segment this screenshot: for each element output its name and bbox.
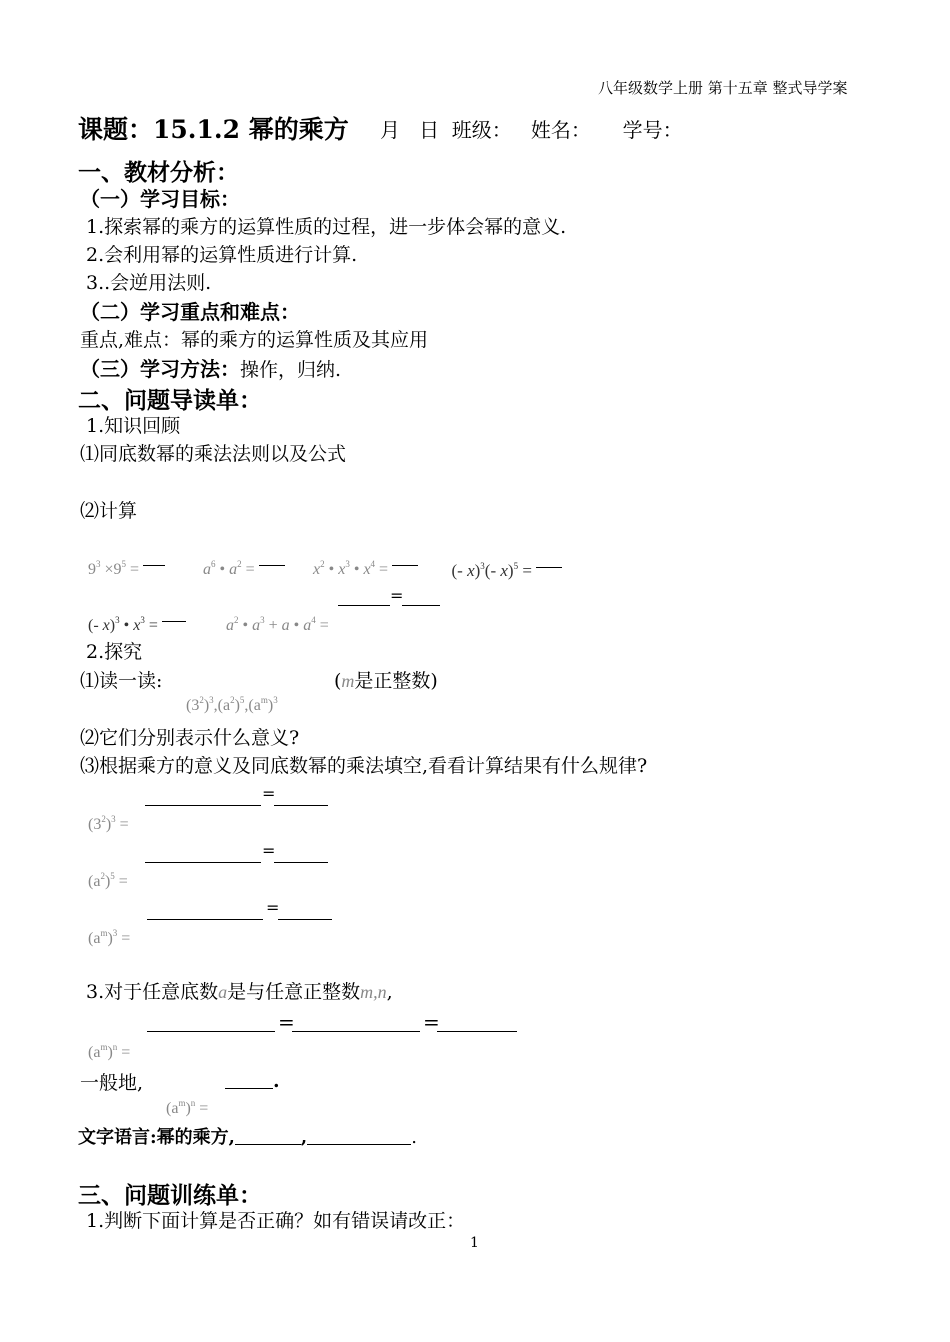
fill-expr-5: $(a^m)^n$ = xyxy=(166,1098,209,1117)
answer-blank[interactable] xyxy=(143,565,165,566)
running-header: 八年级数学上册 第十五章 整式导学案 xyxy=(598,79,848,97)
answer-blank[interactable] xyxy=(274,805,328,806)
equals-sign: = xyxy=(278,1010,295,1034)
calc-expr-1: $9^3 \times 9^5$ = xyxy=(80,541,165,579)
method-line xyxy=(80,353,341,382)
section-1-heading: 一、教材分析： xyxy=(78,159,239,186)
calc-expr-4: (- x)$^3$(- x)$^5$ = xyxy=(443,541,562,581)
item-3: 3.对于任意底数a是与任意正整数m,n, xyxy=(86,981,393,1003)
fill-expr-3: $(a^m)^3$ = xyxy=(88,928,131,947)
words-line: 文字语言:幂的乘方, , . xyxy=(78,1127,417,1148)
answer-blank[interactable] xyxy=(274,862,328,863)
item-2: 2.探究 xyxy=(86,641,143,663)
method-text: 操作，归纳. xyxy=(240,359,342,381)
equals-sign: = xyxy=(390,586,404,605)
equals-sign: = xyxy=(266,898,280,917)
item-2a-suffix: (m是正整数) xyxy=(334,670,438,692)
answer-blank[interactable] xyxy=(145,805,261,806)
answer-blank[interactable] xyxy=(147,1031,275,1032)
calc-expr-6: $a^2$ • $a^3 + a$ • $a^4$ = xyxy=(226,615,329,634)
goal-2: 2.会利用幂的运算性质进行计算. xyxy=(86,244,358,266)
answer-blank[interactable] xyxy=(338,605,390,606)
item-2b: ⑵它们分别表示什么意义? xyxy=(80,727,300,749)
answer-blank[interactable] xyxy=(402,605,440,606)
subsection-goals: （一）学习目标： xyxy=(80,187,240,211)
item-1: 1.知识回顾 xyxy=(86,415,181,437)
answer-blank[interactable] xyxy=(235,1144,301,1145)
section-3-item-1: 1.判断下面计算是否正确？如有错误请改正： xyxy=(86,1210,466,1232)
calc-expr-5: (- x)$^3$ • $x^3$ = xyxy=(80,597,186,635)
item-1b: ⑵计算 xyxy=(80,500,138,522)
words-label: 文字语言:幂的乘方, xyxy=(78,1127,235,1148)
answer-blank[interactable] xyxy=(225,1088,273,1089)
section-2-heading: 二、问题导读单： xyxy=(78,387,262,414)
answer-blank[interactable] xyxy=(145,862,261,863)
page-number: 1 xyxy=(470,1235,479,1251)
equals-sign: = xyxy=(262,784,276,803)
item-2a-prefix: ⑴读一读: xyxy=(80,670,163,692)
subsection-keypoints: （二）学习重点和难点： xyxy=(80,300,300,324)
calc-expr-3: $x^2$ • $x^3$ • $x^4$ = xyxy=(305,541,418,579)
section-3-heading: 三、问题训练单： xyxy=(78,1182,262,1209)
calc-expr-2: $a^6$ • $a^2$ = xyxy=(195,541,285,579)
fill-expr-4: $(a^m)^n$ = xyxy=(88,1042,131,1061)
answer-blank[interactable] xyxy=(292,1031,420,1032)
answer-blank[interactable] xyxy=(437,1031,517,1032)
general-suffix: . xyxy=(273,1070,280,1092)
equals-sign: = xyxy=(423,1010,440,1034)
answer-blank[interactable] xyxy=(536,567,562,568)
lesson-meta: 月 日 班级： 姓名： 学号： xyxy=(380,118,683,142)
answer-blank[interactable] xyxy=(392,565,418,566)
lesson-title: 课题：15.1.2 幂的乘方 xyxy=(78,115,349,144)
answer-blank[interactable] xyxy=(259,565,285,566)
equals-sign: = xyxy=(262,841,276,860)
answer-blank[interactable] xyxy=(278,919,332,920)
answer-blank[interactable] xyxy=(162,621,186,622)
item-2a-expressions: $(3^2)^3,(a^2)^5,(a^m)^3$ xyxy=(186,695,278,714)
fill-expr-2: $(a^2)^5$ = xyxy=(88,871,128,890)
fill-expr-1: $(3^2)^3$ = xyxy=(88,814,129,833)
goal-1: 1.探索幂的乘方的运算性质的过程，进一步体会幂的意义. xyxy=(86,216,567,238)
goal-3: 3..会逆用法则. xyxy=(86,272,212,294)
general-prefix: 一般地, xyxy=(80,1072,144,1094)
item-2c: ⑶根据乘方的意义及同底数幂的乘法填空,看看计算结果有什么规律? xyxy=(80,755,648,777)
subsection-method: （三）学习方法： xyxy=(80,357,240,381)
answer-blank[interactable] xyxy=(147,919,263,920)
keypoint-text: 重点,难点：幂的乘方的运算性质及其应用 xyxy=(80,329,429,351)
item-1a: ⑴同底数幂的乘法法则以及公式 xyxy=(80,443,347,465)
answer-blank[interactable] xyxy=(307,1144,411,1145)
